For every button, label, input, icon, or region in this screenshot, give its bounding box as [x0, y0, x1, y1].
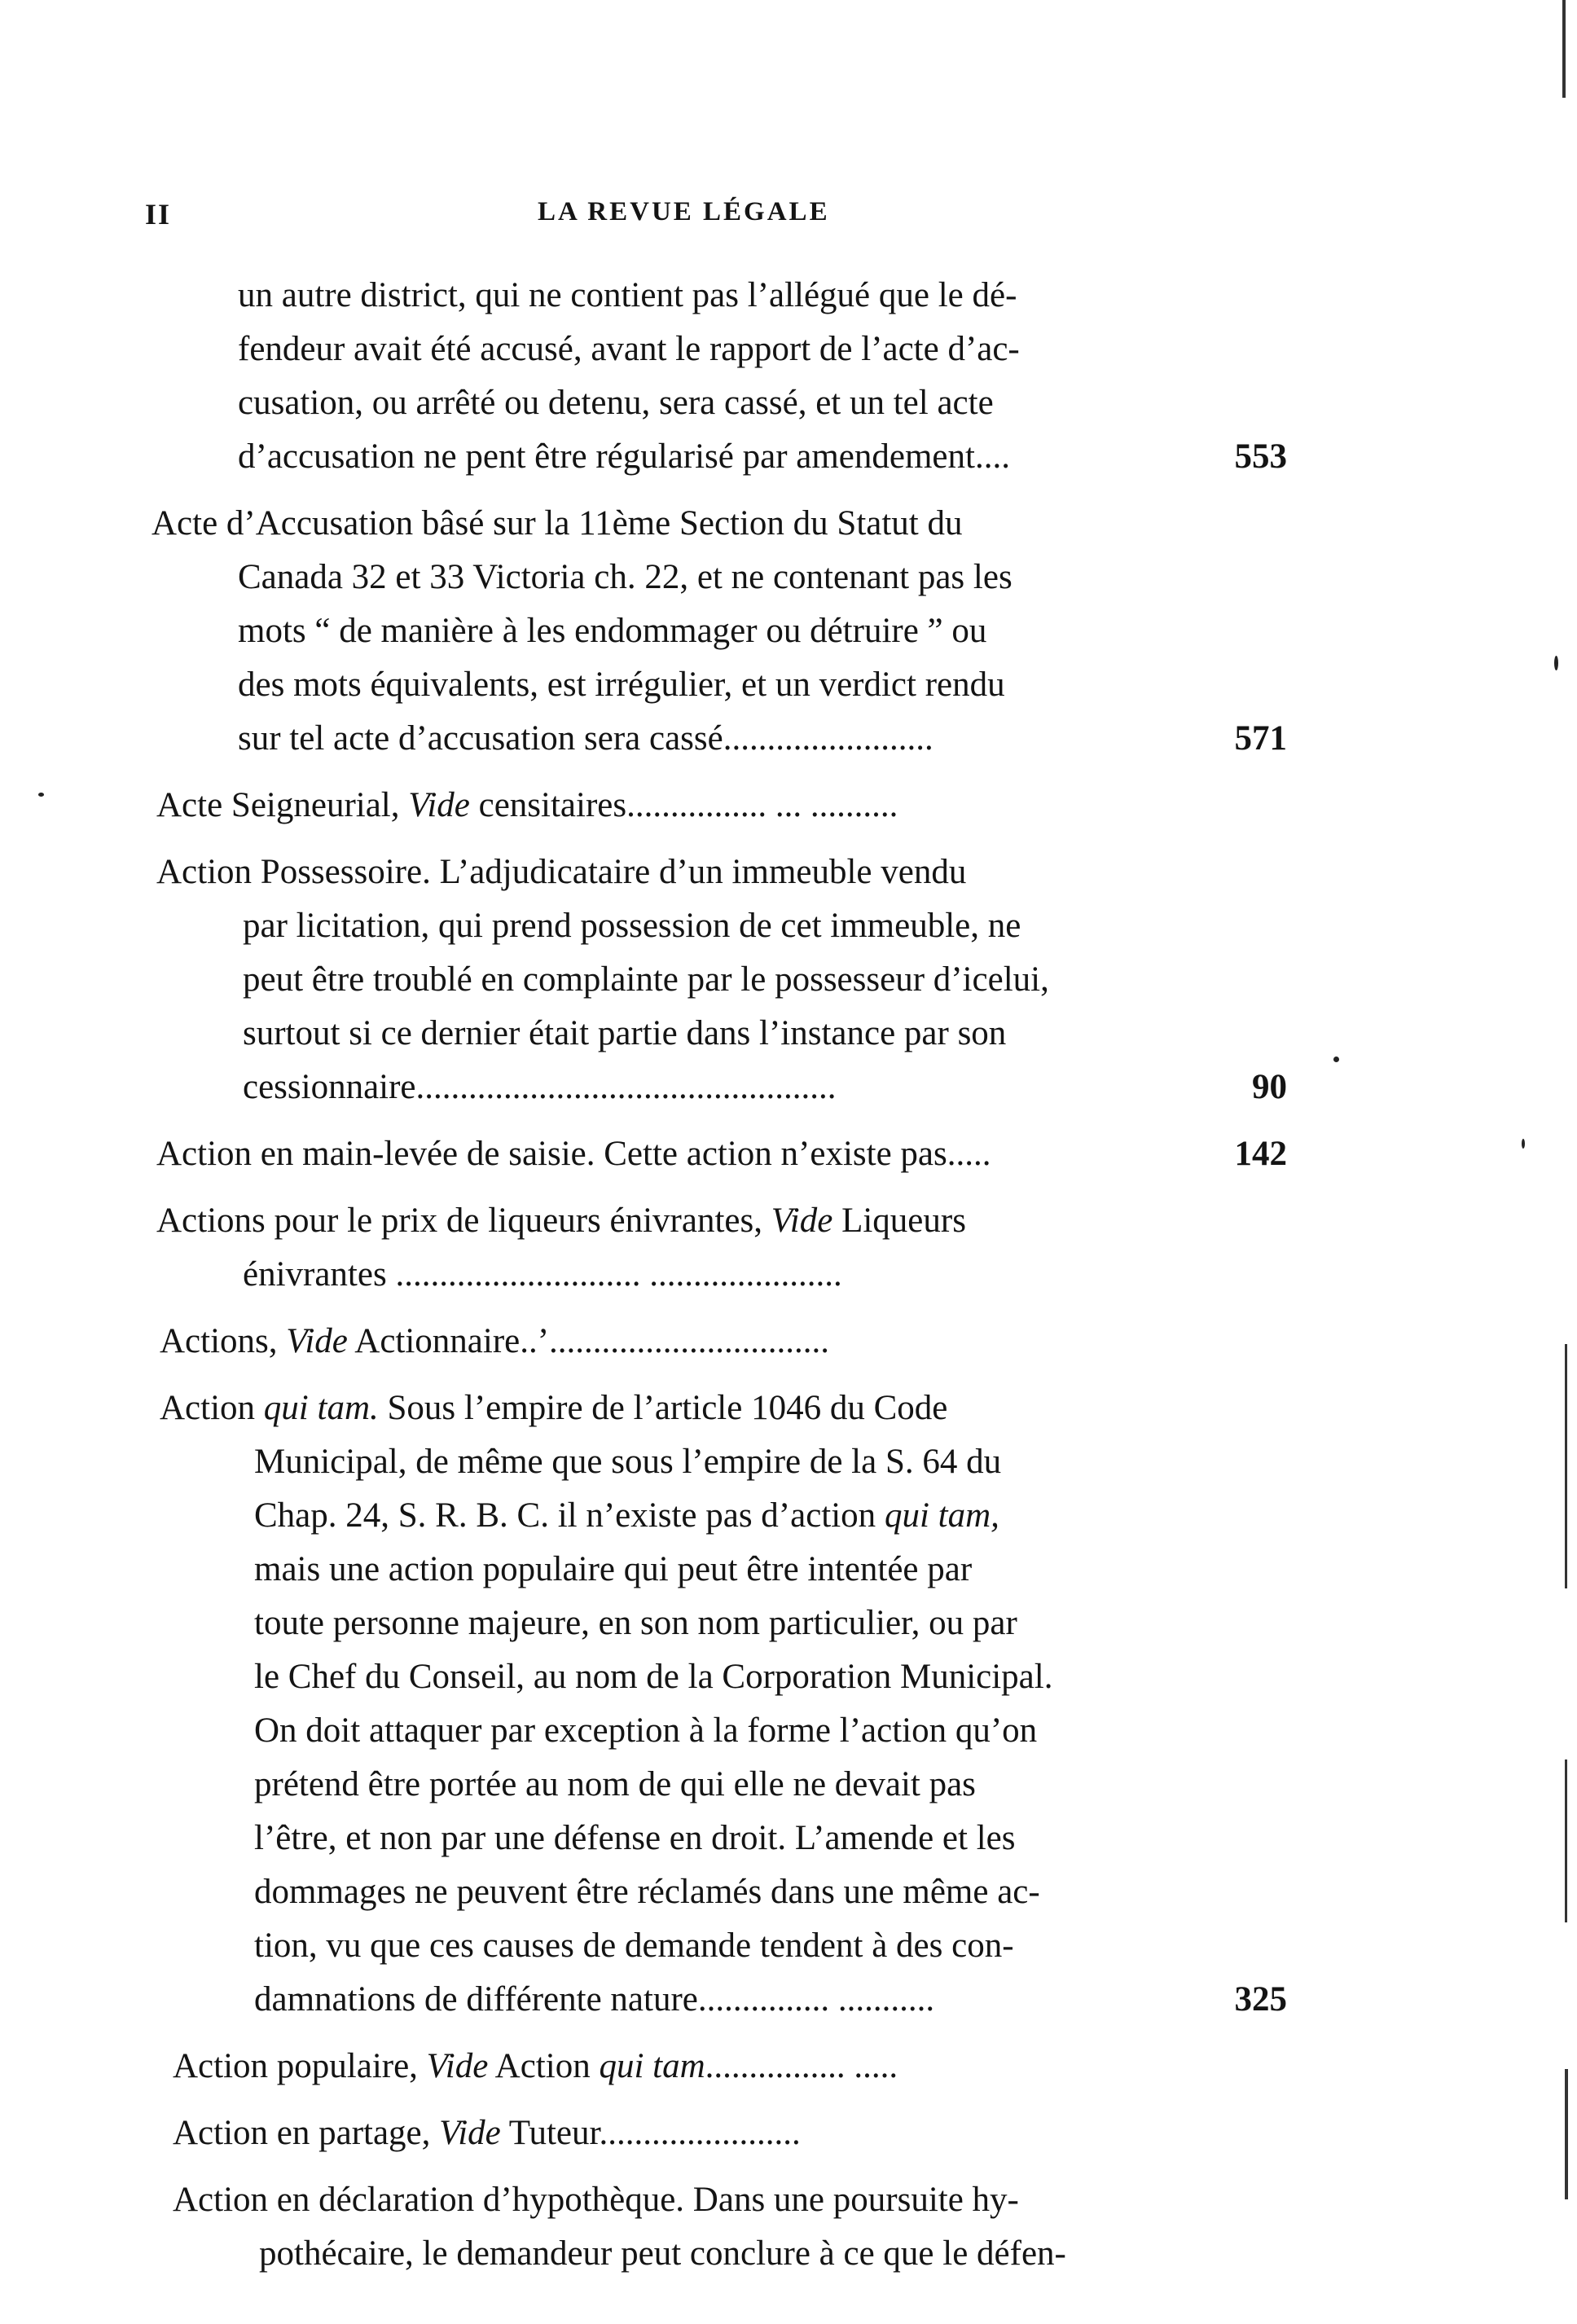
entry-spacing [0, 2027, 1577, 2040]
line-text [254, 1597, 1017, 1650]
scan-speck [1333, 1057, 1339, 1062]
line-text [173, 2173, 1019, 2227]
line-text [160, 1315, 829, 1368]
text-run: l’être, et non par une défense en droit. L’amende et les [254, 1819, 1016, 1857]
text-run: Action [160, 1389, 264, 1427]
text-line [0, 1758, 1577, 1812]
text-run: peut être troublé en complainte par le possesseur d’icelui, [243, 960, 1049, 999]
scan-edge-mark [1565, 2069, 1568, 2199]
text-run: Actions, [160, 1322, 287, 1360]
text-line [0, 497, 1577, 551]
page-reference: 571 [1234, 719, 1287, 758]
line-text [238, 376, 994, 430]
italic-text: qui tam. [263, 1389, 379, 1427]
text-line [0, 551, 1577, 604]
index-entry [0, 269, 1577, 484]
line-text [156, 1194, 966, 1248]
text-line [0, 269, 1577, 323]
text-run: Action en partage, [173, 2114, 440, 2152]
italic-text: Vide [286, 1322, 348, 1360]
line-text [156, 779, 898, 833]
line-text [243, 1007, 1006, 1061]
italic-text: Vide [439, 2114, 501, 2152]
text-run: Sous l’empire de l’article 1046 du Code [378, 1389, 948, 1427]
text-line [0, 1315, 1577, 1368]
entry-spacing [0, 833, 1577, 846]
text-line [0, 1812, 1577, 1865]
index-entry [0, 846, 1577, 1114]
text-run: ................ ..... [705, 2047, 898, 2085]
text-run: Canada 32 et 33 Victoria ch. 22, et ne contenant pas les [238, 558, 1013, 596]
scan-speck [1554, 656, 1558, 670]
text-line [0, 846, 1577, 899]
text-line [0, 1973, 1577, 2027]
page-reference: 90 [1252, 1068, 1287, 1106]
text-run: d’accusation ne pent être régularisé par amendement.... [238, 437, 1010, 476]
line-text [238, 269, 1017, 323]
text-run: censitaires................ ... .......... [469, 786, 898, 824]
line-text [243, 899, 1021, 953]
page-reference: 142 [1234, 1135, 1287, 1173]
text-line [0, 1435, 1577, 1489]
text-run: Action Possessoire. L’adjudicataire d’un immeuble vendu [156, 853, 967, 891]
text-line [0, 1194, 1577, 1248]
text-run: pothécaire, le demandeur peut conclure à ce que le défen- [259, 2234, 1066, 2273]
line-text [254, 1650, 1052, 1704]
text-run: Municipal, de même que sous l’empire de la S. 64 du [254, 1443, 1002, 1481]
text-run: Actionnaire..’................................ [347, 1322, 830, 1360]
text-run: surtout si ce dernier était partie dans l’instance par son [243, 1014, 1007, 1052]
entry-spacing [0, 1368, 1577, 1382]
line-text [254, 1812, 1015, 1865]
text-run: Action en déclaration d’hypothèque. Dans une poursuite hy- [173, 2181, 1019, 2219]
line-text [243, 953, 1049, 1007]
entry-spacing [0, 1302, 1577, 1315]
entry-spacing [0, 2093, 1577, 2107]
text-line [0, 1489, 1577, 1543]
text-line [0, 430, 1577, 484]
entry-spacing [0, 766, 1577, 779]
text-line [0, 2040, 1577, 2093]
line-text [254, 1704, 1037, 1758]
text-line [0, 1382, 1577, 1435]
text-line [0, 1248, 1577, 1302]
line-text [173, 2040, 898, 2093]
italic-text: qui tam, [884, 1496, 999, 1535]
line-text [254, 1435, 1001, 1489]
entry-spacing [0, 2160, 1577, 2173]
text-line [0, 376, 1577, 430]
line-text [238, 430, 1010, 484]
index-entries [0, 269, 1577, 2281]
text-run: tion, vu que ces causes de demande tendent à des con- [254, 1926, 1014, 1965]
line-text [254, 1973, 934, 2027]
text-line [0, 779, 1577, 833]
scan-speck [1522, 1139, 1525, 1149]
text-line [0, 1865, 1577, 1919]
scan-edge-mark [1565, 1759, 1567, 1922]
text-run: Acte Seigneurial, [156, 786, 409, 824]
index-entry [0, 2040, 1577, 2093]
text-line [0, 604, 1577, 658]
scan-speck [38, 793, 44, 797]
text-run: cusation, ou arrêté ou detenu, sera cassé, et un tel acte [238, 384, 994, 422]
italic-text: Vide [771, 1202, 833, 1240]
text-run: des mots équivalents, est irrégulier, et un verdict rendu [238, 666, 1005, 704]
line-text [254, 1489, 999, 1543]
text-run: un autre district, qui ne contient pas l’allégué que le dé- [238, 276, 1017, 314]
running-title: LA REVUE LÉGALE [538, 197, 830, 226]
text-line [0, 1597, 1577, 1650]
text-run: Chap. 24, S. R. B. C. il n’existe pas d’action [254, 1496, 885, 1535]
text-run: toute personne majeure, en son nom particulier, ou par [254, 1604, 1017, 1642]
text-run: fendeur avait été accusé, avant le rapport de l’acte d’ac- [238, 330, 1020, 368]
text-run: Acte d’Accusation bâsé sur la 11ème Section du Statut du [152, 504, 963, 543]
text-run: par licitation, qui prend possession de cet immeuble, ne [243, 907, 1021, 945]
line-text [238, 604, 986, 658]
line-text [243, 1061, 837, 1114]
text-line [0, 2227, 1577, 2281]
text-run: mais une action populaire qui peut être intentée par [254, 1550, 973, 1588]
text-line [0, 1919, 1577, 1973]
line-text [254, 1865, 1040, 1919]
line-text [173, 2107, 801, 2160]
line-text [238, 712, 933, 766]
text-line [0, 1127, 1577, 1181]
text-run: prétend être portée au nom de qui elle ne devait pas [254, 1765, 976, 1803]
line-text [156, 846, 966, 899]
running-header [0, 197, 1577, 230]
line-text [254, 1758, 976, 1812]
text-line [0, 658, 1577, 712]
index-entry [0, 1315, 1577, 1368]
page-folio: II [145, 198, 172, 231]
page-reference: 553 [1234, 437, 1287, 476]
line-text [152, 497, 963, 551]
scan-edge-mark [1565, 1344, 1567, 1588]
line-text [254, 1919, 1014, 1973]
entry-spacing [0, 484, 1577, 497]
text-run: Action en main-levée de saisie. Cette action n’existe pas..... [156, 1135, 991, 1173]
text-line [0, 2107, 1577, 2160]
text-run: damnations de différente nature............... ........... [254, 1980, 935, 2019]
text-run: Action [488, 2047, 600, 2085]
text-line [0, 899, 1577, 953]
entry-spacing [0, 1181, 1577, 1194]
page-reference: 325 [1234, 1980, 1287, 2019]
italic-text: Vide [426, 2047, 489, 2085]
text-line [0, 953, 1577, 1007]
text-line [0, 1061, 1577, 1114]
index-entry [0, 497, 1577, 766]
text-run: Liqueurs [832, 1202, 966, 1240]
line-text [238, 551, 1013, 604]
line-text [259, 2227, 1066, 2281]
index-entry [0, 1194, 1577, 1302]
text-run: dommages ne peuvent être réclamés dans une même ac- [254, 1873, 1040, 1911]
text-line [0, 1007, 1577, 1061]
index-entry [0, 779, 1577, 833]
text-run: sur tel acte d’accusation sera cassé........................ [238, 719, 933, 758]
text-line [0, 712, 1577, 766]
text-line [0, 1650, 1577, 1704]
italic-text: Vide [408, 786, 470, 824]
text-run: cessionnaire................................................ [243, 1068, 837, 1106]
scan-edge-mark [1562, 0, 1566, 98]
line-text [243, 1248, 842, 1302]
text-run: On doit attaquer par exception à la forme l’action qu’on [254, 1711, 1038, 1750]
italic-text: qui tam [599, 2047, 705, 2085]
text-run: Actions pour le prix de liqueurs énivrantes, [156, 1202, 771, 1240]
line-text [160, 1382, 947, 1435]
text-run: Tuteur....................... [500, 2114, 801, 2152]
index-entry [0, 2107, 1577, 2160]
line-text [156, 1127, 991, 1181]
text-run: Action populaire, [173, 2047, 427, 2085]
index-entry [0, 1127, 1577, 1181]
text-run: énivrantes ............................ ...................... [243, 1255, 842, 1294]
text-line [0, 1543, 1577, 1597]
text-run: le Chef du Conseil, au nom de la Corporation Municipal. [254, 1658, 1053, 1696]
line-text [238, 658, 1005, 712]
index-entry [0, 2173, 1577, 2281]
line-text [238, 323, 1020, 376]
text-line [0, 1704, 1577, 1758]
text-line [0, 2173, 1577, 2227]
text-run: mots “ de manière à les endommager ou détruire ” ou [238, 612, 987, 650]
line-text [254, 1543, 972, 1597]
index-entry [0, 1382, 1577, 2027]
text-line [0, 323, 1577, 376]
entry-spacing [0, 1114, 1577, 1127]
